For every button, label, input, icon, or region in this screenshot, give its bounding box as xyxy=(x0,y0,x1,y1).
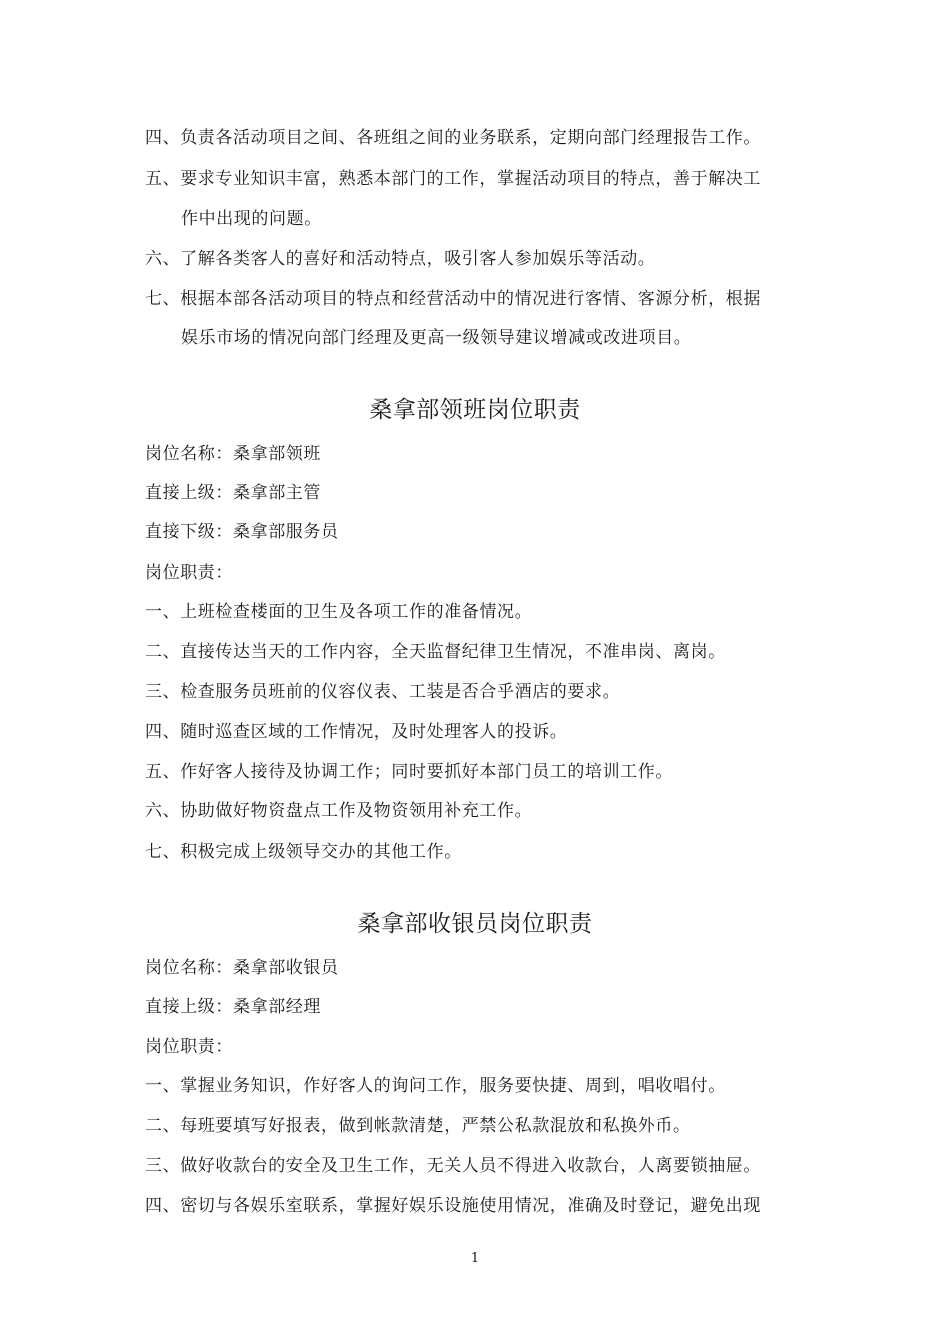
intro-line-6: 六、了解各类客人的喜好和活动特点，吸引客人参加娱乐等活动。 xyxy=(145,249,656,269)
intro-line-5: 五、要求专业知识丰富，熟悉本部门的工作，掌握活动项目的特点，善于解决工 xyxy=(145,169,761,189)
section1-duties-label: 岗位职责： xyxy=(145,563,233,583)
section2-duties-label: 岗位职责： xyxy=(145,1037,233,1057)
section1-position-name: 岗位名称：桑拿部领班 xyxy=(145,444,321,464)
section1-superior: 直接上级：桑拿部主管 xyxy=(145,483,321,503)
intro-line-7: 七、根据本部各活动项目的特点和经营活动中的情况进行客情、客源分析，根据 xyxy=(145,289,761,309)
section2-position-name: 岗位名称：桑拿部收银员 xyxy=(145,958,339,978)
section1-duty-1: 一、上班检查楼面的卫生及各项工作的准备情况。 xyxy=(145,602,533,622)
section1-duty-6: 六、协助做好物资盘点工作及物资领用补充工作。 xyxy=(145,801,533,821)
page-number: 1 xyxy=(470,1251,480,1266)
section2-duty-3: 三、做好收款台的安全及卫生工作，无关人员不得进入收款台，人离要锁抽屉。 xyxy=(145,1156,761,1176)
intro-line-7-cont: 娱乐市场的情况向部门经理及更高一级领导建议增减或改进项目。 xyxy=(181,328,692,348)
section2-title: 桑拿部收银员岗位职责 xyxy=(357,911,593,937)
section2-duty-2: 二、每班要填写好报表，做到帐款清楚，严禁公私款混放和私换外币。 xyxy=(145,1116,691,1136)
section1-duty-7: 七、积极完成上级领导交办的其他工作。 xyxy=(145,842,462,862)
section1-duty-4: 四、随时巡查区域的工作情况，及时处理客人的投诉。 xyxy=(145,722,568,742)
intro-line-4: 四、负责各活动项目之间、各班组之间的业务联系，定期向部门经理报告工作。 xyxy=(145,128,761,148)
section1-duty-5: 五、作好客人接待及协调工作；同时要抓好本部门员工的培训工作。 xyxy=(145,762,673,782)
section1-subordinate: 直接下级：桑拿部服务员 xyxy=(145,522,339,542)
section2-duty-4: 四、密切与各娱乐室联系，掌握好娱乐设施使用情况，准确及时登记，避免出现 xyxy=(145,1196,761,1216)
intro-line-5-cont: 作中出现的问题。 xyxy=(181,209,322,229)
section2-superior: 直接上级：桑拿部经理 xyxy=(145,997,321,1017)
section1-duty-2: 二、直接传达当天的工作内容，全天监督纪律卫生情况，不准串岗、离岗。 xyxy=(145,642,726,662)
section1-title: 桑拿部领班岗位职责 xyxy=(369,397,581,423)
section2-duty-1: 一、掌握业务知识，作好客人的询问工作，服务要快捷、周到，唱收唱付。 xyxy=(145,1076,726,1096)
section1-duty-3: 三、检查服务员班前的仪容仪表、工装是否合乎酒店的要求。 xyxy=(145,682,621,702)
